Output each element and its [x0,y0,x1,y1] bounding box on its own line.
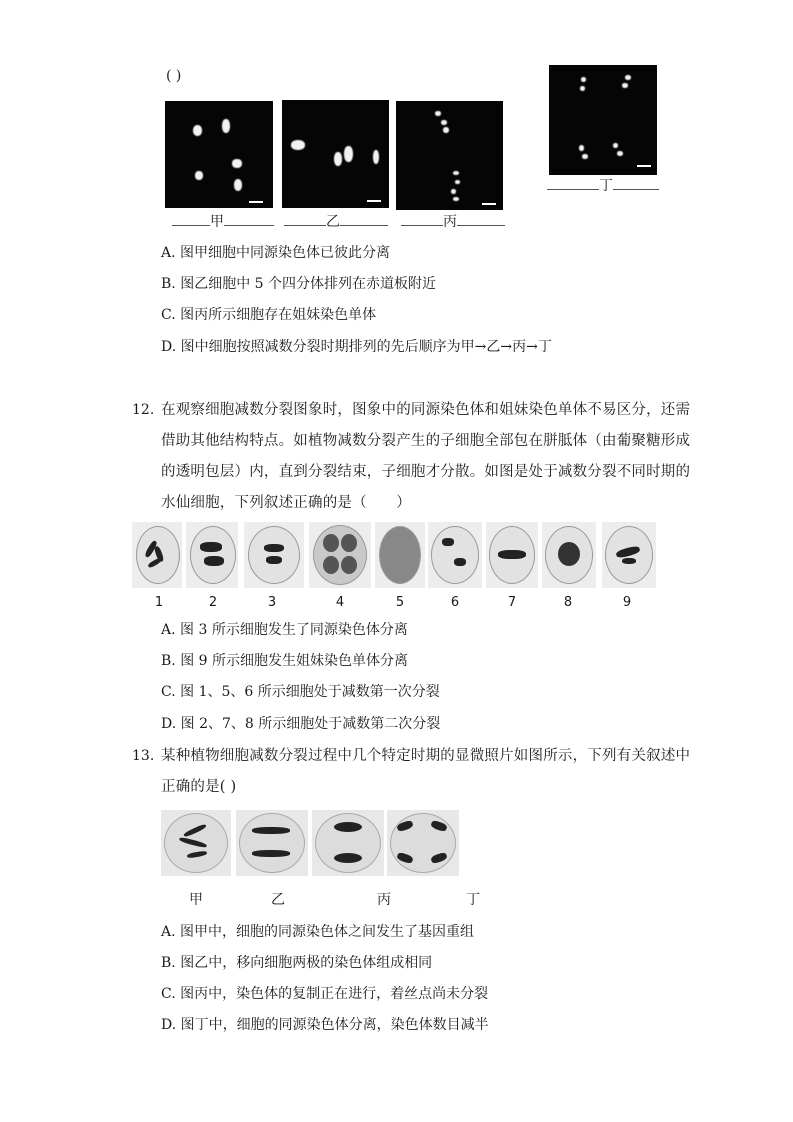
cell-image-7 [486,522,538,588]
cell-image-3 [244,522,304,588]
q12-option-b[interactable]: B. 图 9 所示细胞发生姐妹染色单体分离 [161,653,408,669]
q13-stem-line: 正确的是( ) [161,779,237,795]
q13-option-d[interactable]: D. 图丁中，细胞的同源染色体分离，染色体数目减半 [161,1017,489,1033]
q13-caption-ding: 丁 [466,892,480,908]
q13-caption-yi: 乙 [271,892,285,908]
figure-number-9: 9 [622,595,632,610]
q13-number: 13. [132,748,155,764]
cell-image-2 [186,522,238,588]
q13-option-a[interactable]: A. 图甲中，细胞的同源染色体之间发生了基因重组 [161,924,475,940]
figure-number-4: 4 [335,595,345,610]
q12-stem-line: 水仙细胞，下列叙述正确的是（ ） [161,495,411,511]
q11-answer-paren: ( ) [166,68,182,84]
figure-number-3: 3 [267,595,277,610]
figure-number-8: 8 [563,595,573,610]
figure-number-5: 5 [395,595,405,610]
q12-option-a[interactable]: A. 图 3 所示细胞发生了同源染色体分离 [161,622,408,638]
micrograph-jia [165,101,273,208]
cell-image-6 [428,522,482,588]
figure-number-2: 2 [208,595,218,610]
cell-image-4 [309,522,371,588]
cell-image-8 [542,522,596,588]
figure-number-1: 1 [154,595,164,610]
q11-option-a[interactable]: A. 图甲细胞中同源染色体已彼此分离 [161,245,391,261]
cell-image-1 [132,522,182,588]
q11-option-c[interactable]: C. 图丙所示细胞存在姐妹染色单体 [161,307,377,323]
q13-image-jia [161,810,231,876]
micrograph-yi [282,100,389,208]
q13-image-yi [236,810,308,876]
figure-number-7: 7 [507,595,517,610]
micrograph-bing [396,101,503,210]
q12-stem-line: 在观察细胞减数分裂图象时，图象中的同源染色体和姐妹染色单体不易区分，还需 [161,402,691,418]
q13-option-b[interactable]: B. 图乙中，移向细胞两极的染色体组成相同 [161,955,433,971]
q13-stem-line: 某种植物细胞减数分裂过程中几个特定时期的显微照片如图所示，下列有关叙述中 [161,748,691,764]
cell-image-5 [375,522,425,588]
q12-option-d[interactable]: D. 图 2、7、8 所示细胞处于减数第二次分裂 [161,716,441,732]
q13-caption-jia: 甲 [189,892,203,908]
q13-image-ding [387,810,459,876]
q11-caption-yi: 乙 [282,212,390,231]
q11-option-d[interactable]: D. 图中细胞按照减数分裂时期排列的先后顺序为甲→乙→丙→丁 [161,339,552,355]
micrograph-ding [549,65,657,175]
q13-stem [161,741,690,803]
q11-caption-bing: 丙 [398,212,508,231]
q13-caption-bing: 丙 [377,892,391,908]
q12-number: 12. [132,402,155,418]
q12-stem-line: 的透明包层）内，直到分裂结束，子细胞才分散。如图是处于减数分裂不同时期的 [161,464,691,480]
q11-caption-jia: 甲 [170,212,276,231]
q12-option-c[interactable]: C. 图 1、5、6 所示细胞处于减数第一次分裂 [161,684,440,700]
q13-image-bing [312,810,384,876]
q13-option-c[interactable]: C. 图丙中，染色体的复制正在进行，着丝点尚未分裂 [161,986,489,1002]
cell-image-9 [602,522,656,588]
figure-number-6: 6 [450,595,460,610]
q11-caption-ding: 丁 [545,176,661,195]
q12-stem-line: 借助其他结构特点。如植物减数分裂产生的子细胞全部包在胼胝体（由葡聚糖形成 [161,433,691,449]
q12-stem [161,395,690,519]
q11-option-b[interactable]: B. 图乙细胞中 5 个四分体排列在赤道板附近 [161,276,436,292]
